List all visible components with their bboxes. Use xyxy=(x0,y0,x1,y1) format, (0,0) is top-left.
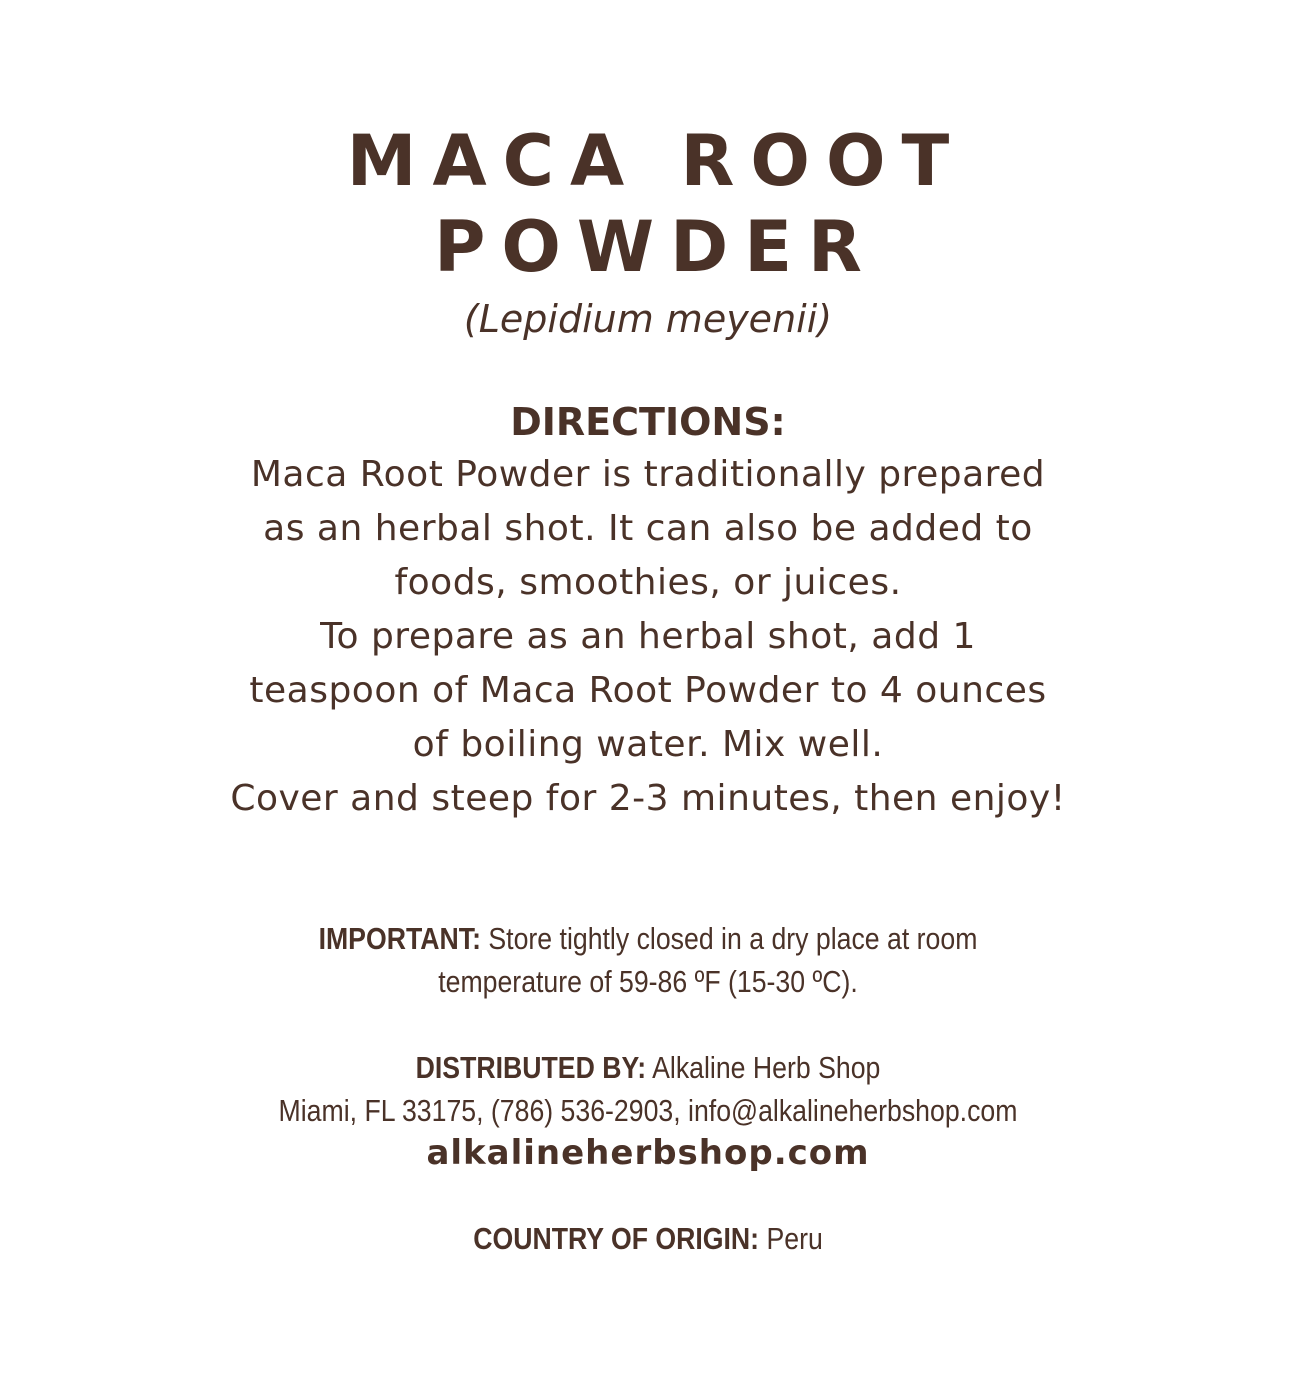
directions-line: To prepare as an herbal shot, add 1 xyxy=(320,616,976,657)
latin-name: (Lepidium meyenii) xyxy=(463,297,833,341)
distributor-info xyxy=(91,1046,1206,1132)
directions-line: foods, smoothies, or juices. xyxy=(394,562,902,603)
origin-value: Peru xyxy=(766,1221,823,1256)
distributor-name: Alkaline Herb Shop xyxy=(652,1050,881,1085)
directions-line: Cover and steep for 2-3 minutes, then enjoy! xyxy=(230,778,1066,819)
distributed-by-label: DISTRIBUTED BY: xyxy=(415,1050,647,1085)
storage-notice xyxy=(91,917,1206,1003)
country-of-origin xyxy=(91,1217,1206,1260)
directions-line: of boiling water. Mix well. xyxy=(412,724,884,765)
directions-line: as an herbal shot. It can also be added to xyxy=(263,508,1033,549)
storage-text: Store tightly closed in a dry place at room xyxy=(488,921,978,956)
directions-heading: DIRECTIONS: xyxy=(510,400,786,444)
storage-line-1 xyxy=(91,917,1206,960)
product-title-line-1: MACA ROOT xyxy=(346,120,966,202)
important-label: IMPORTANT: xyxy=(318,921,481,956)
distributor-line xyxy=(91,1046,1206,1089)
storage-line-2: temperature of 59-86 ºF (15-30 ºC). xyxy=(438,964,858,999)
origin-label: COUNTRY OF ORIGIN: xyxy=(473,1221,760,1256)
distributor-contact: Miami, FL 33175, (786) 536-2903, info@alkalineherbshop.com xyxy=(278,1093,1018,1128)
directions-line: Maca Root Powder is traditionally prepared xyxy=(250,454,1046,495)
origin-line xyxy=(91,1217,1206,1260)
directions-line: teaspoon of Maca Root Powder to 4 ounces xyxy=(249,670,1047,711)
product-title-line-2: POWDER xyxy=(434,206,878,288)
website-url: alkalineherbshop.com xyxy=(426,1133,870,1173)
directions-text xyxy=(148,448,1148,826)
